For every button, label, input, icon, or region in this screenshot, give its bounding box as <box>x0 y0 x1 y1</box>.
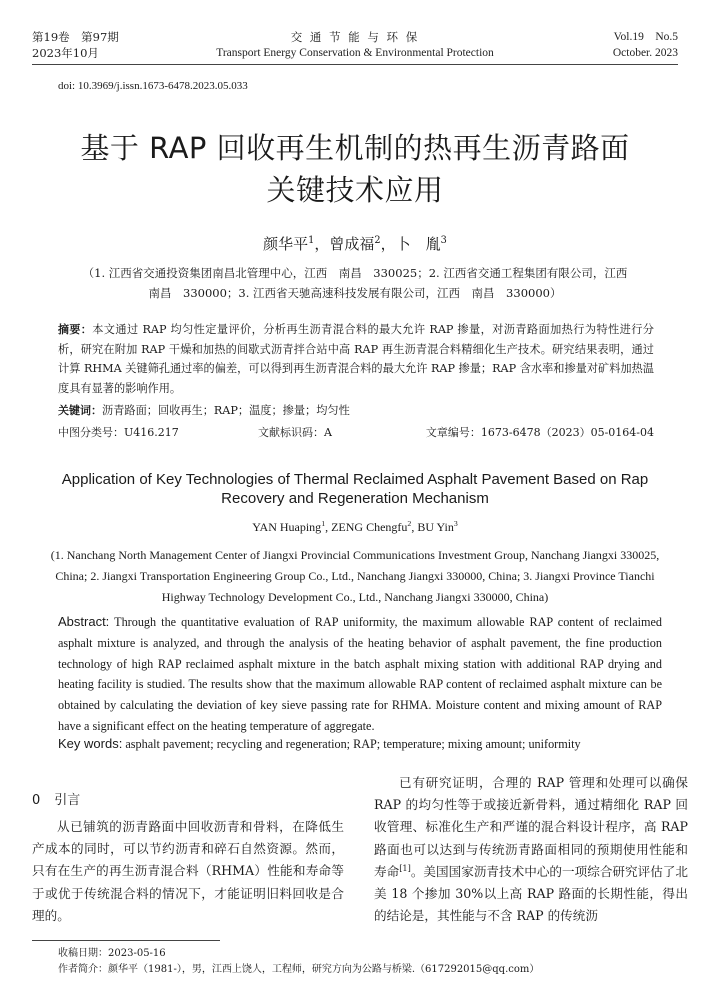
volume-issue: 第19卷 第97期 <box>32 30 119 44</box>
author-bio: 作者简介：颜华平（1981-），男，江西上饶人，工程师，研究方向为公路与桥梁.（617292015@qq.com） <box>58 964 540 975</box>
publication-date: 2023年10月 <box>32 46 99 60</box>
abstract-en-text: Through the quantitative evaluation of RAP uniformity, the maximum allowable RAP content of reclaimed asphalt mixture is analyzed, and through the analysis of the heating behavior of asphalt pavement, the fine production technology of high RAP reclaimed asphalt mixture in the batch asphalt mixing station with additional RAP drying and heating facility is studied. The results show that the maximum allowable RAP content of reclaimed asphalt mixture can be obtained by calculating the deviation of key sieve passing rate for RHMA. Moisture content and mixing amount of RAP have a significant effect on the heating temperature of aggregate. <box>58 615 662 733</box>
author-affil-mark: 3 <box>453 519 458 528</box>
affiliations-en: (1. Nanchang North Management Center of Jiangxi Provincial Communications Investment Group, Nanchang Jiangxi 330025, China; 2. Jiangxi Transportation Engineering Group Co., Ltd., Nanchang Jiangxi 330000, China; 3. Jiangxi Province Tianchi Highway Technology Development Co., Ltd., Nanchang Jiangxi 330000, China) <box>50 548 660 604</box>
authors-en <box>0 520 710 535</box>
body-right-column <box>374 772 688 927</box>
doi: doi: 10.3969/j.issn.1673-6478.2023.05.033 <box>58 80 248 92</box>
author-separator: , <box>411 520 418 534</box>
author-separator: ， <box>314 235 330 253</box>
abstract-cn-text: 本文通过 RAP 均匀性定量评价，分析再生沥青混合料的最大允许 RAP 掺量，对沥青路面加热行为特性进行分析，研究在附加 RAP 干燥和加热的间歇式沥青拌合站中高 RAP 再生沥青混合料精细化生产技术。研究结果表明，通过计算 RHMA 关键筛孔通过率的偏差，可以得到再生沥青混合料的最大允许 RAP 掺量；RAP 含水率和掺量对矿料加热温度具有显著的影响作用。 <box>58 323 654 395</box>
article-number: 文章编号：1673-6478（2023）05-0164-04 <box>425 426 654 439</box>
author-name: 卜 胤 <box>395 235 441 253</box>
author-name: BU Yin <box>417 520 454 534</box>
author-separator: , <box>325 520 332 534</box>
keywords-en <box>58 736 662 752</box>
author-affil-mark: 2 <box>374 235 381 246</box>
journal-name-en: Transport Energy Conservation & Environmental Protection <box>216 47 494 59</box>
footnote-rule <box>32 940 220 941</box>
author-separator: ， <box>380 235 396 253</box>
document-code: 文献标识码：A <box>258 426 332 439</box>
keywords-cn-text: 沥青路面；回收再生；RAP；温度；掺量；均匀性 <box>102 404 350 417</box>
author-name: 颜华平 <box>263 235 309 253</box>
author-affil-mark: 1 <box>308 235 315 246</box>
volume-number-en: Vol.19 No.5 <box>613 31 678 43</box>
abstract-en <box>58 612 662 737</box>
section-number: 0 <box>32 793 41 808</box>
section-title: 引言 <box>54 793 81 808</box>
keywords-en-label: Key words: <box>58 736 123 751</box>
keywords-en-text: asphalt pavement; recycling and regeneration; RAP; temperature; mixing amount; uniformity <box>122 737 581 751</box>
section-heading <box>32 789 80 808</box>
abstract-cn-label: 摘要： <box>58 323 93 336</box>
paragraph-text: 。美国国家沥青技术中心的一项综合研究评估了北美 18 个掺加 30%以上高 RAP 路面的长期性能，得出的结论是，其性能与不含 RAP 的传统沥 <box>374 863 689 924</box>
paragraph-text: 已有研究证明，合理的 RAP 管理和处理可以确保 RAP 的均匀性等于或接近新骨料，通过精细化 RAP 回收管理、标准化生产和严谨的混合料设计程序，高 RAP 路面也可以达到与传统沥青路面相同的预期使用性能和寿命 <box>374 775 688 879</box>
authors-cn <box>0 233 710 254</box>
citation-ref: [1] <box>399 862 411 873</box>
author-name: ZENG Chengfu <box>331 520 408 534</box>
author-name: YAN Huaping <box>252 520 322 534</box>
clc-number: 中图分类号：U416.217 <box>58 426 179 439</box>
affiliations-cn: （1. 江西省交通投资集团南昌北管理中心，江西 南昌 330025；2. 江西省交通工程集团有限公司，江西 南昌 330000；3. 江西省天驰高速科技发展有限公司，江西 南昌 330000） <box>82 266 639 300</box>
author-name: 曾成福 <box>329 235 375 253</box>
author-affil-mark: 3 <box>440 235 447 246</box>
date-en: October. 2023 <box>612 47 678 59</box>
title-cn-line2: 关键技术应用 <box>266 173 444 207</box>
keywords-cn <box>58 402 654 418</box>
author-affil-mark: 2 <box>407 519 412 528</box>
body-left-column: 从已铺筑的沥青路面中回收沥青和骨料，在降低生产成本的同时，可以节约沥青和碎石自然资源。然而，只有在生产的再生沥青混合料（RHMA）性能和寿命等于或优于传统混合料的情况下，才能证明旧料回收是合理的。 <box>32 819 344 923</box>
header-rule <box>32 64 678 65</box>
author-affil-mark: 1 <box>321 519 326 528</box>
received-date: 收稿日期：2023-05-16 <box>58 948 166 959</box>
abstract-en-label: Abstract: <box>58 614 110 629</box>
keywords-cn-label: 关键词： <box>58 404 102 417</box>
journal-name-cn: 交 通 节 能 与 环 保 <box>290 30 420 44</box>
title-en: Application of Key Technologies of Thermal Reclaimed Asphalt Pavement Based on Rap Recovery and Regeneration Mechanism <box>61 471 649 507</box>
abstract-cn <box>58 320 654 398</box>
title-cn-line1: 基于 RAP 回收再生机制的热再生沥青路面 <box>80 131 630 165</box>
